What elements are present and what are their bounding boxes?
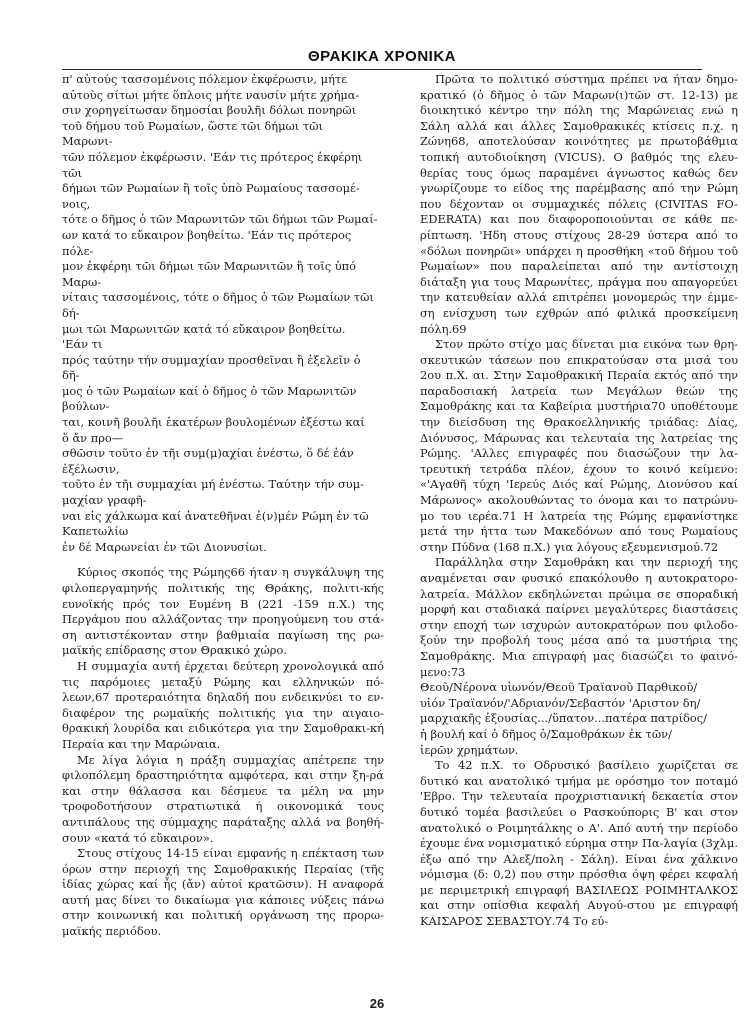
verse-line: ων κατά το εὔκαιρον βοηθείτω. 'Εάν τις πρότερος — [62, 227, 352, 242]
verse-line: τότε ο δῆμος ὁ τῶν Μαρωνιτῶν τῶι δήμωι τῶν Ρωμαί- — [62, 212, 378, 227]
verse-line: αὐτοὺς σίτωι μήτε ὅπλοις μήτε ναυσίν μήτε χρήμα- — [62, 87, 360, 102]
verse-line: δή- — [62, 305, 80, 320]
inscription-line: ἡ βουλή καί ὁ δῆμος ὁ/Σαμοθράκων ἐκ τῶν/ — [420, 726, 672, 741]
verse-line: ἐν δέ Μαρωνείαι ἐν τῶι Διονυσίωι. — [62, 539, 267, 554]
verse-line: τοῦ δήμου τοῦ Ρωμαίων, ὥστε τῶι δήμωι τῶι — [62, 118, 323, 133]
verse-line: νοις, — [62, 196, 91, 211]
verse-line: Μαρω- — [62, 274, 102, 289]
verse-line: πόλε- — [62, 243, 94, 258]
inscription-line: ἱερῶν χρημάτων. — [420, 742, 519, 757]
inscription-line: Θεοῦ/Νέρονα υἱωνόν/Θεοῦ Τραϊανοῦ Παρθικοῦ/ — [420, 680, 698, 695]
verse-line: τῶν πόλεμον ἐκφέρωσιν. 'Εάν τις πρότερος ἐκφέρηι — [62, 149, 363, 164]
paragraph: Παράλληλα στην Σαμοθράκη και την περιοχή της αναμένεται σαν φυσικό επακόλουθο η αυτοκρατορο-λατρεία. Μάλλον εκδηλώνεται πρώιμα σε σποραδική μορφή και σταδιακά παίρνει μεγαλύτερες διαστάσεις στην εποχή των ισχυρών αυτοκρατόρων που φιλοδο-ξούν την προβολή τους μέσα από τα μυστήρια της Σαμοθράκης. Μια επιγραφή μας διασώζει το φαινό-μενο:73 — [420, 555, 738, 679]
paragraph: Με λίγα λόγια η πράξη συμμαχίας απέτρεπε την φιλοπόλεμη δραστηριότητα αμφότερα, και στην ξη-ρά και στην θάλασσα και δέσμευε τα μέλη να μην τροφοδοτήσουν στρατιωτικά ή οικονομικά τους αντιπάλους της σύμμαχης παράταξης αλλά να βοηθή-σουν «κατά τό εὔκαιρον». — [62, 752, 384, 845]
verse-line: πρός ταύτην τήν συμμαχίαν προσθεῖναι ἢ ἐξελεῖν ὁ — [62, 352, 361, 367]
verse-line: δῆ- — [62, 368, 80, 383]
verse-line: Μαρωνι- — [62, 134, 113, 149]
verse-line: ὅ ἄν προ— — [62, 430, 124, 445]
verse-line: μωι τῶι Μαρωνιτῶν κατά τό εὔκαιρον βοηθείτω. — [62, 321, 346, 336]
verse-line: 'Εάν τι — [62, 337, 103, 352]
running-header — [62, 46, 702, 70]
paragraph: Το 42 π.Χ. το Οδρυσικό βασίλειο χωρίζεται σε δυτικό και ανατολικό τμήμα με ορόσημο τον ποταμό 'Εβρο. Την τελευταία προχριστιανική δεκαετία στον δυτικό τομέα βασιλεύει ο Ρασκούπορις Β' και στον ανατολικό ο Ροιμητάλκης ο Α'. Από αυτή την περίοδο έχουμε ένα νομισματικό εύρημα στην Πα-λαγία (3χλμ. έξω από την Αλεξ/πολη - Σάλη). Είναι ένα χάλκινο νόμισμα (δ: 0,2) που στην πρόσθια όψη φέρει κεφαλή με περιμετρική επιγραφή ΒΑΣΙΛΕΩΣ ΡΟΙΜΗΤΑΛΚΟΣ και στην οπίσθια κεφαλή Αυγού-στου με επιγραφή ΚΑΙΣΑΡΟΣ ΣΕΒΑΣΤΟΥ.74 Το εύ- — [420, 758, 738, 929]
verse-line: μος ὁ τῶν Ρωμαίων καί ὁ δῆμος ὁ τῶν Μαρωνιτῶν — [62, 383, 357, 398]
verse-line: τοῦτο ἐν τῆι συμμαχίαι μή ἐνέστω. Ταύτην τήν συμ- — [62, 477, 364, 492]
verse-line: μαχίαν γραφῆ- — [62, 493, 147, 508]
journal-title: ΘΡΑΚΙΚΑ ΧΡΟΝΙΚΑ — [307, 48, 457, 65]
verse-line: σθῶσιν τοῦτο ἐν τῆι συμ(μ)αχίαι ἐνέστω, ὅ δέ ἐάν — [62, 446, 354, 461]
right-body-text — [420, 72, 738, 680]
verse-line: ἐξέλωσιν, — [62, 461, 120, 476]
verse-line: Καπετωλίω — [62, 524, 129, 539]
page-number: 26 — [369, 996, 385, 1011]
verse-line: ται, κοινῆ βουλῆι ἑκατέρων βουλομένων ἐξέστω καί — [62, 415, 365, 430]
verse-line: βούλων- — [62, 399, 110, 414]
right-column — [420, 72, 738, 930]
verse-line: σιν χορηγείτωσαν δημοσίαι βουλῆι δόλωι πονηρῶι — [62, 103, 357, 118]
left-column — [62, 72, 384, 940]
paragraph: Η συμμαχία αυτή έρχεται δεύτερη χρονολογικά από τις παρόμοιες μεταξύ Ρώμης και ελληνικών πό-λεων,67 προτεραιότητα δηλαδή που ενδεικνύει το εν-διαφέρον της ρωμαϊκής πολιτικής για την αιγαιο-θρακική λουρίδα και ειδικότερα για την Σαμοθρακι-κή Περαία και την Μαρώναια. — [62, 658, 384, 751]
verse-line: δήμωι τῶν Ρωμαίων ἢ τοῖς ὑπὸ Ρωμαίους τασσομέ- — [62, 181, 360, 196]
paragraph: Στους στίχους 14-15 είναι εμφανής η επέκταση των όρων στην περιοχή της Σαμοθρακικής Περαίας (τῆς ἰδίας χώρας καί ἧς (ἄν) αὐτοί κρατῶσιν). Η αναφορά αυτή μας δίνει το δικαίωμα για κάποιες νύξεις πάνω στην κοινωνική και πολιτική οργάνωση της προρω-μαϊκής περιόδου. — [62, 846, 384, 939]
right-body-text-continued — [420, 758, 738, 930]
left-body-text — [62, 565, 384, 939]
verse-line: μον ἐκφέρηι τῶι δήμωι τῶν Μαρωνιτῶν ἢ τοῖς ὑπό — [62, 259, 356, 274]
imperial-inscription — [420, 680, 738, 758]
verse-line: νίταις τασσομένοις, τότε ο δῆμος ὁ τῶν Ρωμαίων τῶι — [62, 290, 374, 305]
verse-line: ναι εἰς χάλκωμα καί ἀνατεθῆναι ἐ(ν)μέν Ρώμη ἐν τῶ — [62, 508, 369, 523]
inscription-text — [62, 72, 384, 555]
paragraph: Κύριος σκοπός της Ρώμης66 ήταν η συγκάλυψη της φιλοπεργαμηνής πολιτικής της Θράκης, πολιτι-κής ευνοϊκής πρός τον Ευμένη Β (221 -159 π.Χ.) της Περγάμου που αλλάζοντας την προηγούμενη του στά-ση αντιστέκονταν στην βαθμιαία παγίωση της ρω-μαϊκής επίδρασης στον Θρακικό χώρο. — [62, 565, 384, 658]
inscription-line: μαρχιακῆς ἐξουσίας.../ὕπατον...πατέρα πατρίδος/ — [420, 711, 707, 726]
verse-line: τῶι — [62, 165, 83, 180]
paragraph: Πρῶτα το πολιτικό σύστημα πρέπει να ήταν δημο-κρατικό (ὁ δῆμος ὁ τῶν Μαρων(ι)τῶν στ. 12-13) με διοικητικό κέντρο την πόλη της Μαρώνειας ενώ η Σάλη αλλά και άλλες Σαμοθρακικές κτίσεις π.χ. η Ζώνη68, αποτελούσαν κοινότητες με πρωτοβάθμια τοπική αυτοδιοίκηση (VICUS). Ο βαθμός της ελευ-θερίας τους όμως παραμένει άγνωστος καθώς δεν γνωρίζουμε το είδος της παρέμβασης από την Ρώμη που δέχονταν οι συμμαχικές πόλεις (CIVITAS FO-EDERATA) και που διαφοροποιούνται σε κάθε πε-ρίπτωση. 'Ηδη στους στίχους 28-29 ύστερα από το «δόλωι πονηρῶι» υπάρχει η προσθήκη «τοῦ δήμου τοῦ Ρωμαίων» που παραλείπεται από την αντίστοιχη διάταξη για τους Μαρωνίτες, πράγμα που απαγορεύει την κατευθείαν αλλά επιτρέπει μονομερώς την έμμε-ση ενίσχυση των εχθρών από φιλικά προσκείμενη πόλη.69 — [420, 72, 738, 336]
verse-line: π' αὐτούς τασσομένοις πόλεμον ἐκφέρωσιν, μήτε — [62, 72, 348, 86]
paragraph: Στον πρώτο στίχο μας δίνεται μια εικόνα των θρη-σκευτικών τάσεων που επικρατούσαν στα μισά του 2ου π.Χ. αι. Στην Σαμοθρακική Περαία εκτός από την παραδοσιακή λατρεία των Μεγάλων θεών της Σαμοθράκης και τα Καβείρια μυστήρια70 υποθέτουμε την διείσδυση της Θρακοελληνικής τριάδας: Δίας, Διόνυσος, Μάρωνας και τελευταία της λατρείας της Ρώμης. 'Αλλες επιγραφές που διασώζουν την λα-τρευτική τετράδα πλέον, έχουν το κοινό κείμενο: «'Αγαθῆ τύχη 'Ιερεύς Διός καί Ρώμης, Διονύσου καί Μάρωνος» ακολουθώντας το όνομα και το πατρώνυ-μο του ιερέα.71 Η λατρεία της Ρώμης εμφανίστηκε μετά την ήττα των Μακεδόνων από τους Ρωμαίους στην Πύδνα (168 π.Χ.) για λόγους εξευμενισμού.72 — [420, 337, 738, 554]
inscription-line: υἱόν Τραϊανόν/'Αδριανόν/Σεβαστόν 'Αριστον δη/ — [420, 695, 701, 710]
